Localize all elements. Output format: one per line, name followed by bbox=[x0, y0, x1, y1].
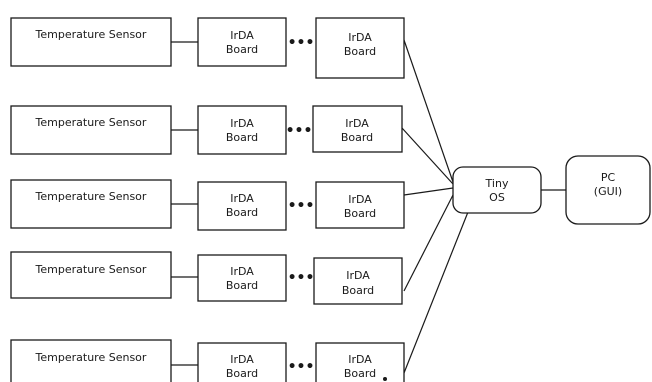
board-to-hub-link bbox=[404, 40, 453, 182]
board-to-hub-link bbox=[404, 195, 453, 291]
irda-board-label-line1: IrDA bbox=[348, 31, 372, 44]
sensor-row bbox=[11, 180, 404, 230]
irda-board-label-line2: Board bbox=[343, 367, 377, 380]
irda-board-label-line1: IrDA bbox=[345, 117, 369, 130]
ellipsis-connector: ••• bbox=[287, 270, 315, 286]
pc-label-line1: PC bbox=[600, 171, 616, 184]
irda-board-label-line1: IrDA bbox=[230, 353, 254, 366]
irda-board-box bbox=[198, 106, 286, 154]
irda-board-label-line2: Board bbox=[340, 131, 374, 144]
temperature-sensor-label: Temperature Sensor bbox=[35, 351, 147, 364]
irda-board-label-line2: Board bbox=[343, 207, 377, 220]
irda-board-label-line2: Board bbox=[225, 367, 259, 380]
irda-board-label-line2: Board bbox=[225, 131, 259, 144]
temperature-sensor-box bbox=[11, 106, 171, 154]
tiny-os-label-line1: Tiny bbox=[485, 177, 509, 190]
ellipsis-connector: ••• bbox=[287, 35, 315, 51]
temperature-sensor-box bbox=[11, 180, 171, 228]
irda-board-label-line1: IrDA bbox=[230, 265, 254, 278]
irda-board-label-line1: IrDA bbox=[348, 353, 372, 366]
irda-board-box bbox=[198, 18, 286, 66]
ellipsis-connector: ••• bbox=[287, 198, 315, 214]
ellipsis-connector: ••• bbox=[287, 359, 315, 375]
board-to-hub-link bbox=[404, 212, 468, 373]
ellipsis-connector: ••• bbox=[285, 123, 313, 139]
irda-board-label-line1: IrDA bbox=[230, 192, 254, 205]
irda-board-box bbox=[198, 255, 286, 301]
board-to-hub-link bbox=[402, 128, 453, 184]
board-to-hub-link bbox=[404, 188, 453, 195]
temperature-sensor-label: Temperature Sensor bbox=[35, 28, 147, 41]
sensor-row bbox=[11, 106, 402, 154]
irda-board-label-line1: IrDA bbox=[346, 269, 370, 282]
irda-board-label-line2: Board bbox=[225, 279, 259, 292]
irda-board-label-line1: IrDA bbox=[348, 193, 372, 206]
pc-label-line2: (GUI) bbox=[593, 185, 623, 198]
irda-board-label-line2: Board bbox=[225, 43, 259, 56]
irda-board-label-line1: IrDA bbox=[230, 29, 254, 42]
stray-dot-mark bbox=[383, 377, 387, 381]
temperature-sensor-box bbox=[11, 18, 171, 66]
temperature-sensor-label: Temperature Sensor bbox=[35, 116, 147, 129]
irda-board-label-line2: Board bbox=[225, 206, 259, 219]
tiny-os-box bbox=[453, 167, 541, 213]
irda-board-label-line2: Board bbox=[343, 45, 377, 58]
tiny-os-label-line2: OS bbox=[489, 191, 505, 204]
temperature-sensor-label: Temperature Sensor bbox=[35, 263, 147, 276]
sensor-row bbox=[11, 252, 402, 304]
irda-board-label-line2: Board bbox=[341, 284, 375, 297]
sensor-row bbox=[11, 18, 404, 78]
irda-board-label-line1: IrDA bbox=[230, 117, 254, 130]
temperature-sensor-label: Temperature Sensor bbox=[35, 190, 147, 203]
sensor-row bbox=[11, 340, 404, 382]
